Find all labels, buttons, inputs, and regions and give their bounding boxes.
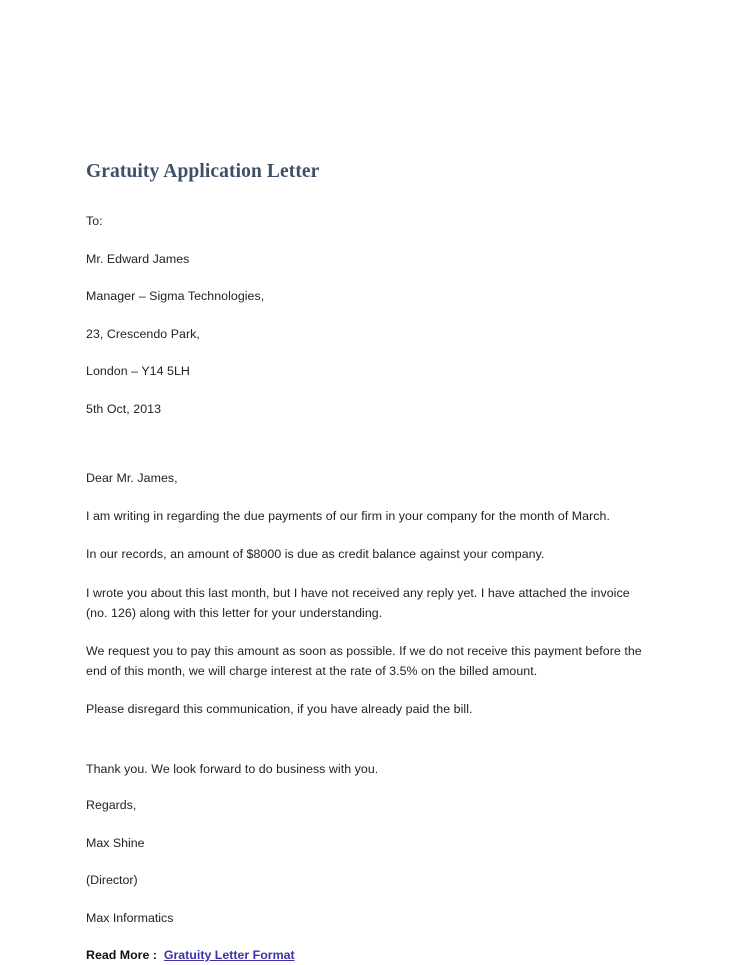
recipient-designation: Manager – Sigma Technologies, [86,289,265,304]
read-more-label: Read More : [86,948,157,963]
salutation-spacer [86,438,648,468]
body-paragraph: In our records, an amount of $8000 is due as credit balance against your company. [86,547,545,562]
body-paragraph: I wrote you about this last month, but I have not received any reply yet. I have attached the invoice (no. 126) along with this letter for your understanding. [86,585,630,620]
recipient-city-postcode: London – Y14 5LH [86,364,190,379]
recipient-name: Mr. Edward James [86,251,190,266]
recipient-address-block [86,213,648,418]
to-label: To: [86,214,103,229]
page-title: Gratuity Application Letter [86,161,320,182]
sender-name: Max Shine [86,835,145,850]
letter-date: 5th Oct, 2013 [86,401,162,416]
read-more-row [86,947,648,965]
salutation: Dear Mr. James, [86,471,178,486]
read-more-link[interactable]: Gratuity Letter Format [163,948,295,963]
body-paragraph: We request you to pay this amount as soon as possible. If we do not receive this payment before the end of this month, we will charge interest at the rate of 3.5% on the billed amount. [86,643,642,678]
closing-block [86,797,648,927]
body-paragraph: Please disregard this communication, if you have already paid the bill. [86,701,473,716]
closing-regards: Regards, [86,798,137,813]
sender-title: (Director) [86,873,138,888]
thanks-spacer [86,737,648,759]
sender-company: Max Informatics [86,910,174,925]
recipient-street: 23, Crescendo Park, [86,326,200,341]
letter-body [86,160,648,965]
body-paragraph: I am writing in regarding the due payments of our firm in your company for the month of March. [86,509,610,524]
thank-you-line: Thank you. We look forward to do business with you. [86,762,379,777]
